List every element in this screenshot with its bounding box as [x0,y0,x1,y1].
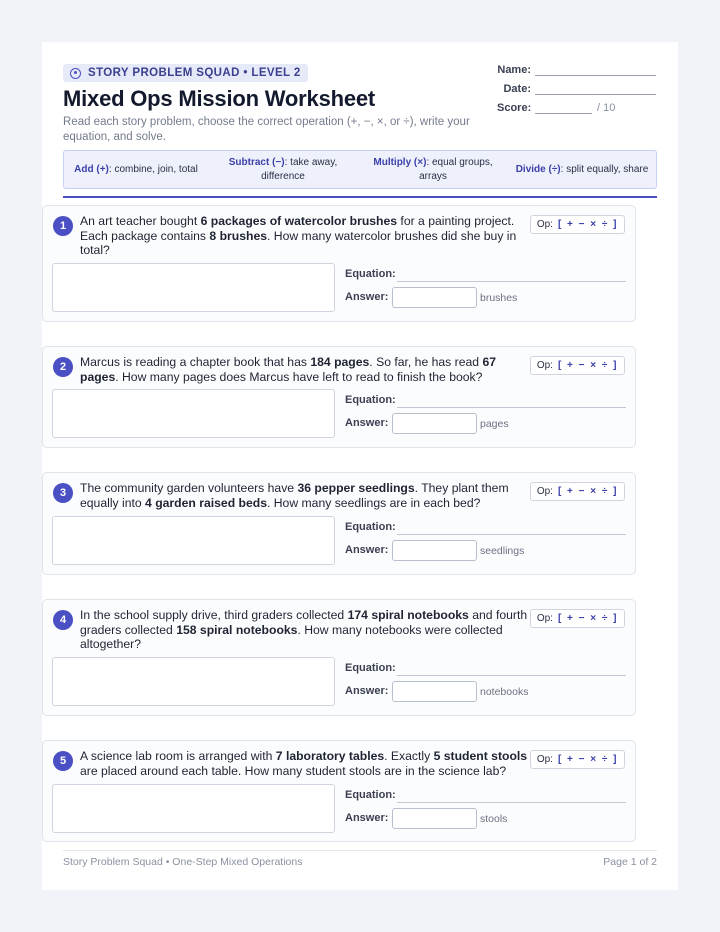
op-key-add [64,163,208,177]
equation-label: Equation: [345,521,396,533]
equation-label: Equation: [345,789,396,801]
header-divider [63,196,657,198]
answer-label: Answer: [345,291,389,303]
problem-text: A science lab room is arranged with 7 laboratory tables. Exactly 5 student stools are placed around each table. How many student stools are in the science lab? [80,749,528,778]
work-area[interactable] [52,389,335,438]
operation-choice[interactable] [530,609,625,628]
problem-text: The community garden volunteers have 36 pepper seedlings. They plant them equally into 4 garden raised beds. How many seedlings are in each bed? [80,481,509,510]
op-key-multiply [358,156,508,184]
equation-line[interactable] [397,281,626,282]
problem-number: 4 [53,610,73,630]
work-area[interactable] [52,516,335,565]
op-key-desc: : combine, join, total [108,163,198,175]
op-key-desc: : split equally, share [560,163,649,175]
page-footer [63,850,657,868]
op-choices[interactable]: [ + − × ÷ ] [557,754,618,765]
answer-label: Answer: [345,685,389,697]
score-row [497,102,615,114]
problem-number: 2 [53,357,73,377]
op-label: Op: [536,486,553,497]
op-key-name: Subtract (−) [228,156,285,168]
operation-choice[interactable] [530,356,625,375]
name-label: Name: [497,64,531,76]
op-label: Op: [536,613,553,624]
date-row [497,83,656,95]
problem-number: 5 [53,751,73,771]
op-label: Op: [536,754,553,765]
problem-number: 1 [53,216,73,236]
answer-box[interactable] [392,681,477,702]
equation-line[interactable] [397,675,626,676]
equation-line[interactable] [397,534,626,535]
op-key-divide [508,163,656,177]
answer-box[interactable] [392,413,477,434]
answer-box[interactable] [392,287,477,308]
page-title: Mixed Ops Mission Worksheet [63,86,376,111]
work-area[interactable] [52,657,335,706]
badge-label: STORY PROBLEM SQUAD • LEVEL 2 [88,67,301,79]
instructions-text: Read each story problem, choose the correct operation (+, −, ×, or ÷), write your equation, and solve. [63,116,470,143]
score-label: Score: [497,102,532,114]
answer-unit: notebooks [480,686,529,698]
footer-title: Story Problem Squad • One-Step Mixed Operations [63,856,303,868]
answer-box[interactable] [392,808,477,829]
score-total: / 10 [597,102,616,114]
operation-choice[interactable] [530,482,625,501]
target-icon [70,68,81,79]
op-key-name: Add (+) [74,163,109,175]
problem-card [42,740,636,842]
op-key-desc: : take away, difference [261,156,338,182]
op-key-name: Multiply (×) [373,156,427,168]
score-line[interactable] [535,102,592,114]
work-area[interactable] [52,263,335,312]
worksheet-page [42,42,678,890]
answer-unit: seedlings [480,545,525,557]
equation-label: Equation: [345,268,396,280]
equation-label: Equation: [345,394,396,406]
problem-text: Marcus is reading a chapter book that has 184 pages. So far, he has read 67 pages. How many pages does Marcus have left to read to finish the book? [80,355,497,384]
problem-text: An art teacher bought 6 packages of watercolor brushes for a painting project. Each package contains 8 brushes. How many watercolor brushes did she buy in total? [80,214,517,257]
answer-unit: pages [480,418,509,430]
answer-unit: stools [480,813,508,825]
page-number: Page 1 of 2 [603,856,657,868]
answer-box[interactable] [392,540,477,561]
operation-choice[interactable] [530,215,625,234]
level-badge [63,64,308,82]
problem-card [42,599,636,716]
op-choices[interactable]: [ + − × ÷ ] [557,486,618,497]
op-key-name: Divide (÷) [515,163,561,175]
problem-number: 3 [53,483,73,503]
op-key-subtract [208,156,358,184]
answer-label: Answer: [345,544,389,556]
work-area[interactable] [52,784,335,833]
equation-line[interactable] [397,407,626,408]
op-choices[interactable]: [ + − × ÷ ] [557,219,618,230]
answer-label: Answer: [345,417,389,429]
problem-card [42,346,636,448]
op-label: Op: [536,360,553,371]
operations-key [63,150,657,189]
answer-unit: brushes [480,292,518,304]
name-row [497,64,656,76]
op-choices[interactable]: [ + − × ÷ ] [557,613,618,624]
op-key-desc: : equal groups, arrays [419,156,493,182]
date-line[interactable] [535,83,656,95]
problem-card [42,472,636,575]
equation-line[interactable] [397,802,626,803]
op-choices[interactable]: [ + − × ÷ ] [557,360,618,371]
worksheet-header [63,42,657,194]
equation-label: Equation: [345,662,396,674]
problem-text: In the school supply drive, third graders collected 174 spiral notebooks and fourth graders collected 158 spiral notebooks. How many notebooks were collected altogether? [80,608,528,651]
date-label: Date: [503,83,531,95]
name-line[interactable] [535,64,656,76]
answer-label: Answer: [345,812,389,824]
op-label: Op: [536,219,553,230]
problem-card [42,205,636,322]
operation-choice[interactable] [530,750,625,769]
